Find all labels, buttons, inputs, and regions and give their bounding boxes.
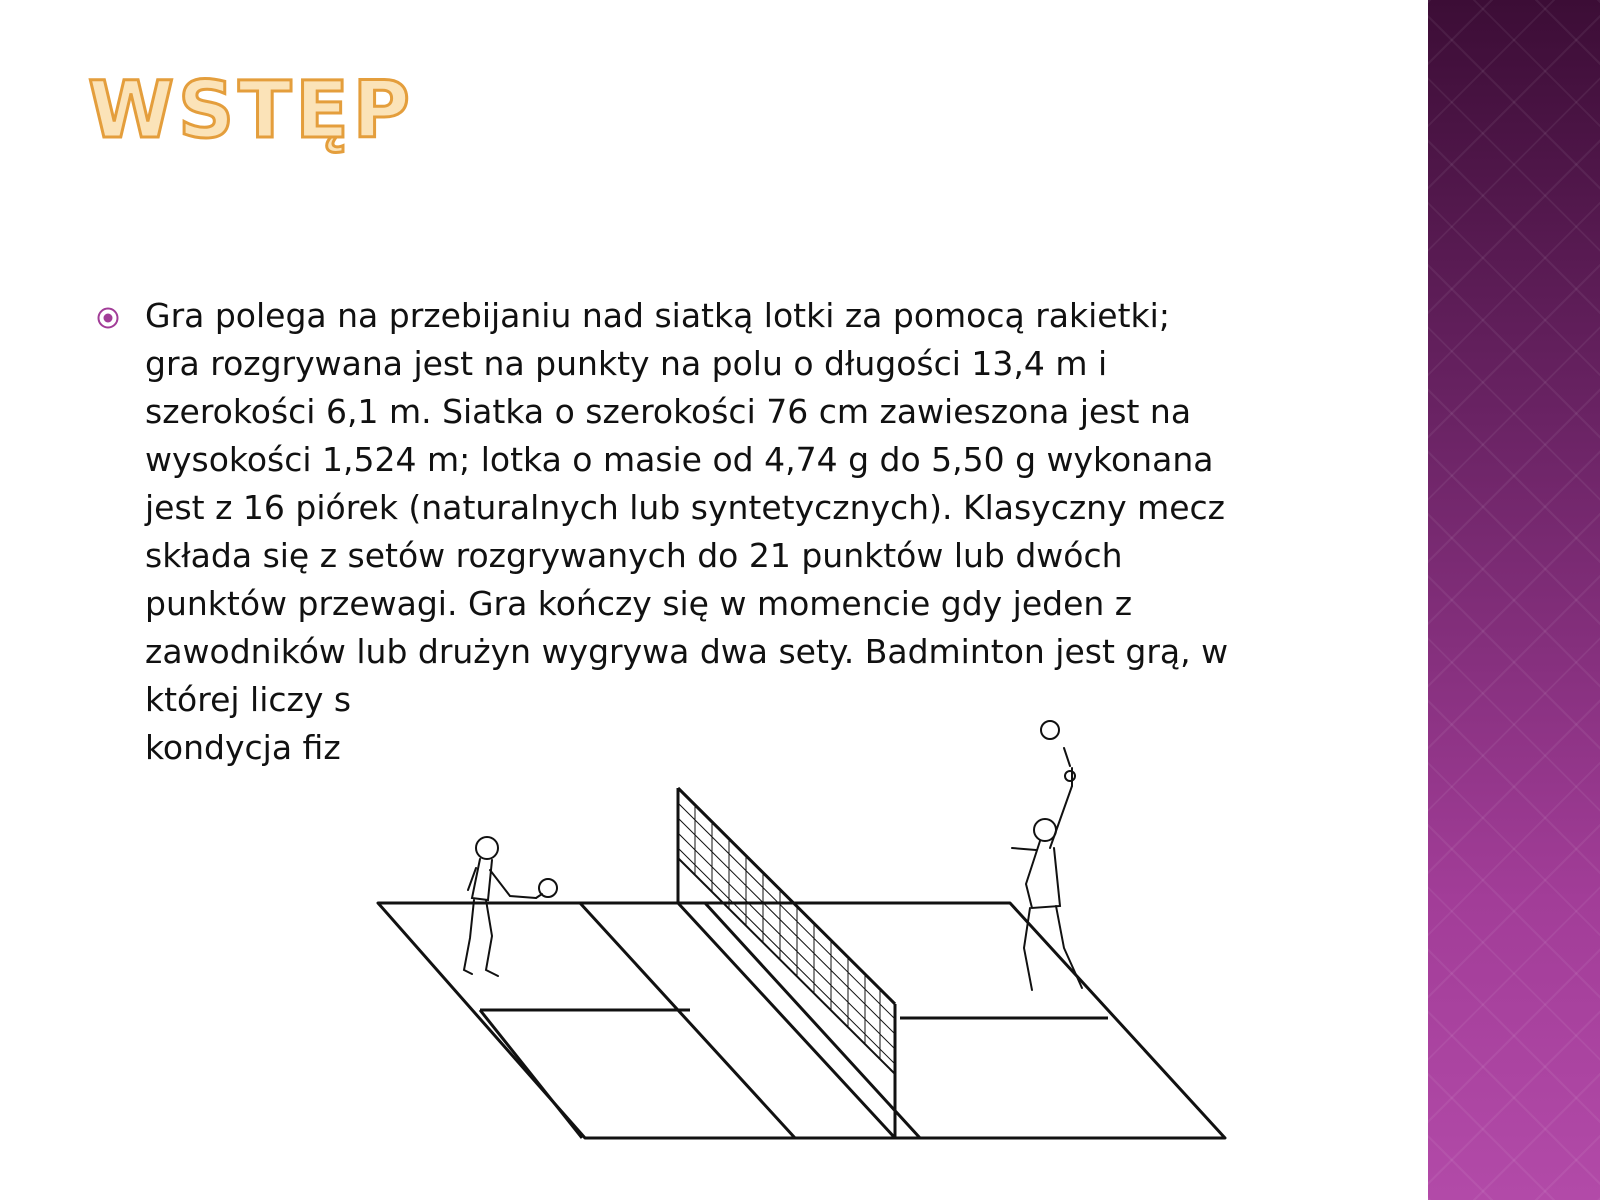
body-paragraph: Gra polega na przebijaniu nad siatką lotki za pomocą rakietki; gra rozgrywana jest na punkty na polu o długości 13,4 m i szerokości 6,1 m. Siatka o szerokości 76 cm zawieszona jest na wysokości 1,524 m; lotka o masie od 4,74 g do 5,50 g wykonana jest z 16 piórek (naturalnych lub syntetycznych). Klasyczny mecz składa się z setów rozgrywanych do 21 punktów lub dwóch punktów przewagi. Gra kończy się w momencie gdy jeden z zawodników lub drużyn wygrywa dwa sety. Badminton jest grą, w której liczy s kondycja fiz xyxy=(145,296,1229,767)
slide-title: WSTĘP xyxy=(88,66,414,156)
decorative-side-panel xyxy=(1428,0,1600,1200)
badminton-court-icon xyxy=(360,708,1240,1150)
target-bullet-icon xyxy=(96,306,120,330)
